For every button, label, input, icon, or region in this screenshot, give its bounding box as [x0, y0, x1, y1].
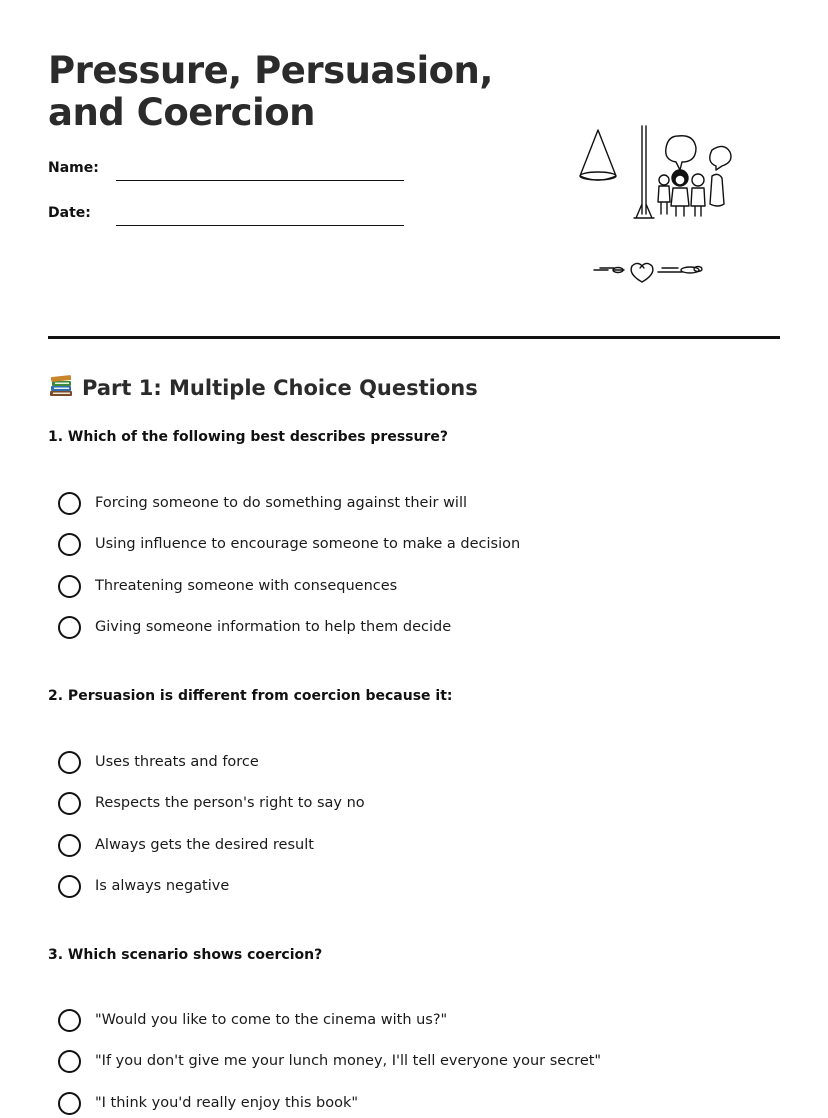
- option-label: "I think you'd really enjoy this book": [95, 1095, 359, 1111]
- q1-option-c[interactable]: [58, 574, 397, 598]
- date-field[interactable]: [116, 225, 404, 226]
- option-label: Forcing someone to do something against their will: [95, 495, 468, 511]
- radio-button[interactable]: [58, 875, 81, 898]
- people-illustration: [570, 118, 740, 288]
- radio-button[interactable]: [58, 1050, 81, 1073]
- radio-button[interactable]: [58, 492, 81, 515]
- date-label: Date:: [48, 205, 91, 221]
- question-2: 2. Persuasion is different from coercion because it:: [48, 688, 453, 704]
- q3-option-c[interactable]: [58, 1091, 358, 1115]
- option-label: Uses threats and force: [95, 754, 259, 770]
- q2-option-d[interactable]: [58, 874, 229, 898]
- q1-option-b[interactable]: [58, 532, 520, 556]
- option-label: Respects the person's right to say no: [95, 795, 365, 811]
- option-label: Is always negative: [95, 878, 230, 894]
- question-1: 1. Which of the following best describes pressure?: [48, 429, 448, 445]
- option-label: Threatening someone with consequences: [95, 578, 398, 594]
- title-line-1: Pressure, Persuasion,: [48, 49, 493, 92]
- radio-button[interactable]: [58, 834, 81, 857]
- section-title: [48, 373, 478, 400]
- q1-option-d[interactable]: [58, 615, 451, 639]
- name-field[interactable]: [116, 180, 404, 181]
- section-title-text: Part 1: Multiple Choice Questions: [82, 376, 478, 400]
- books-icon: [48, 373, 74, 399]
- q3-option-a[interactable]: [58, 1008, 447, 1032]
- question-3: 3. Which scenario shows coercion?: [48, 947, 323, 963]
- radio-button[interactable]: [58, 575, 81, 598]
- radio-button[interactable]: [58, 792, 81, 815]
- q2-option-b[interactable]: [58, 791, 365, 815]
- title-line-2: and Coercion: [48, 91, 315, 134]
- option-label: Using influence to encourage someone to make a decision: [95, 536, 521, 552]
- option-label: Giving someone information to help them decide: [95, 619, 452, 635]
- q2-option-a[interactable]: [58, 750, 259, 774]
- option-label: Always gets the desired result: [95, 837, 314, 853]
- option-label: "Would you like to come to the cinema with us?": [95, 1012, 448, 1028]
- option-label: "If you don't give me your lunch money, I'll tell everyone your secret": [95, 1053, 602, 1069]
- worksheet-title: [48, 50, 493, 134]
- q2-option-c[interactable]: [58, 833, 314, 857]
- radio-button[interactable]: [58, 751, 81, 774]
- radio-button[interactable]: [58, 1009, 81, 1032]
- q3-option-b[interactable]: [58, 1049, 601, 1073]
- radio-button[interactable]: [58, 533, 81, 556]
- radio-button[interactable]: [58, 1092, 81, 1115]
- section-divider: [48, 336, 780, 339]
- name-label: Name:: [48, 160, 99, 176]
- radio-button[interactable]: [58, 616, 81, 639]
- q1-option-a[interactable]: [58, 491, 467, 515]
